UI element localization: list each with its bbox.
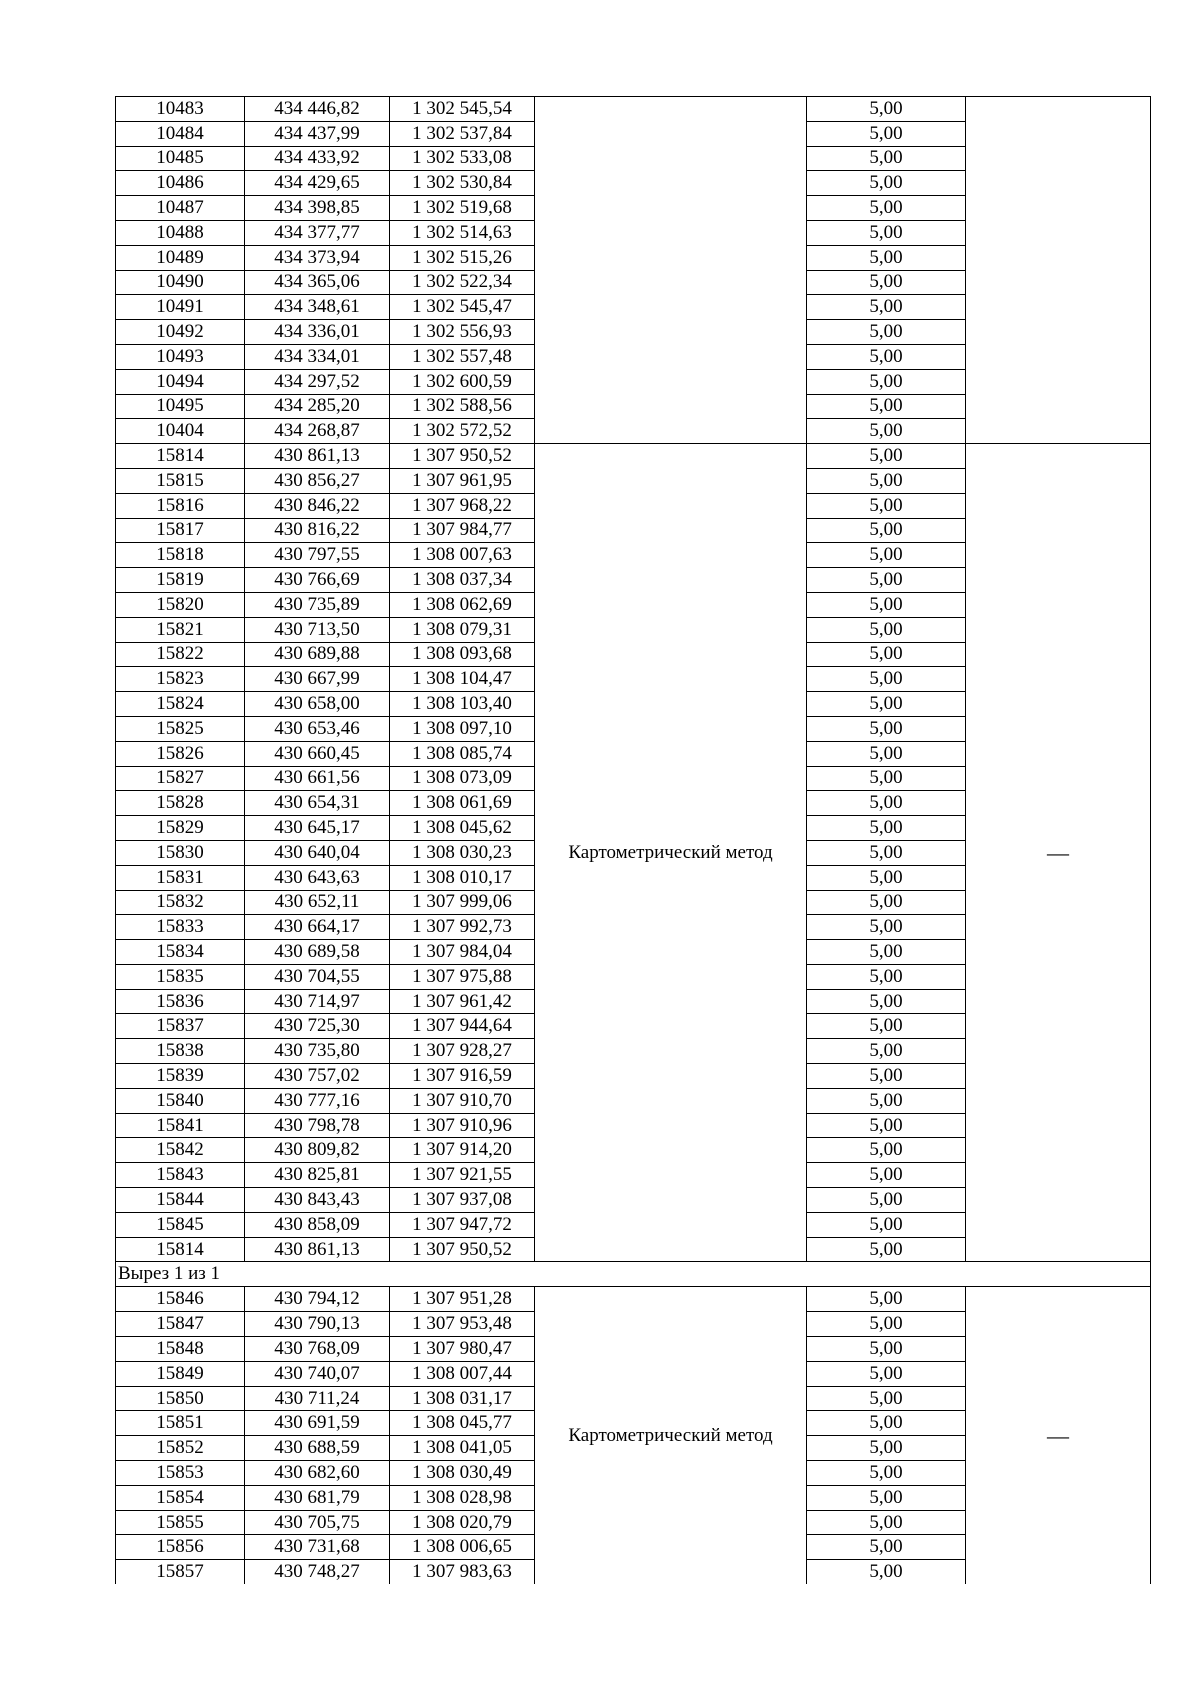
description-cell: —: [966, 444, 1151, 1262]
x-coordinate-cell: 434 398,85: [245, 196, 390, 221]
x-coordinate-cell: 430 653,46: [245, 716, 390, 741]
x-coordinate-cell: 434 334,01: [245, 344, 390, 369]
point-number-cell: 15857: [116, 1560, 245, 1584]
point-number-cell: 15828: [116, 791, 245, 816]
y-coordinate-cell: 1 307 950,52: [390, 444, 535, 469]
x-coordinate-cell: 430 705,75: [245, 1510, 390, 1535]
x-coordinate-cell: 430 664,17: [245, 915, 390, 940]
y-coordinate-cell: 1 308 097,10: [390, 716, 535, 741]
precision-cell: 5,00: [807, 394, 966, 419]
precision-cell: 5,00: [807, 1386, 966, 1411]
point-number-cell: 15825: [116, 716, 245, 741]
x-coordinate-cell: 434 268,87: [245, 419, 390, 444]
point-number-cell: 15815: [116, 468, 245, 493]
x-coordinate-cell: 430 731,68: [245, 1535, 390, 1560]
y-coordinate-cell: 1 308 041,05: [390, 1436, 535, 1461]
precision-cell: 5,00: [807, 245, 966, 270]
x-coordinate-cell: 430 816,22: [245, 518, 390, 543]
y-coordinate-cell: 1 302 600,59: [390, 369, 535, 394]
y-coordinate-cell: 1 302 545,54: [390, 97, 535, 122]
x-coordinate-cell: 430 643,63: [245, 865, 390, 890]
x-coordinate-cell: 434 433,92: [245, 146, 390, 171]
precision-cell: 5,00: [807, 989, 966, 1014]
x-coordinate-cell: 430 711,24: [245, 1386, 390, 1411]
x-coordinate-cell: 430 688,59: [245, 1436, 390, 1461]
precision-cell: 5,00: [807, 716, 966, 741]
y-coordinate-cell: 1 302 533,08: [390, 146, 535, 171]
point-number-cell: 10484: [116, 121, 245, 146]
x-coordinate-cell: 434 373,94: [245, 245, 390, 270]
point-number-cell: 15845: [116, 1212, 245, 1237]
x-coordinate-cell: 430 691,59: [245, 1411, 390, 1436]
x-coordinate-cell: 430 682,60: [245, 1461, 390, 1486]
y-coordinate-cell: 1 307 937,08: [390, 1188, 535, 1213]
x-coordinate-cell: 430 725,30: [245, 1014, 390, 1039]
point-number-cell: 10490: [116, 270, 245, 295]
point-number-cell: 15843: [116, 1163, 245, 1188]
y-coordinate-cell: 1 302 515,26: [390, 245, 535, 270]
precision-cell: 5,00: [807, 617, 966, 642]
precision-cell: 5,00: [807, 320, 966, 345]
section-title: Вырез 1 из 1: [116, 1262, 1151, 1287]
point-number-cell: 10494: [116, 369, 245, 394]
y-coordinate-cell: 1 307 984,77: [390, 518, 535, 543]
x-coordinate-cell: 430 748,27: [245, 1560, 390, 1584]
precision-cell: 5,00: [807, 568, 966, 593]
precision-cell: 5,00: [807, 1287, 966, 1312]
table-row: [116, 97, 1151, 122]
point-number-cell: 15818: [116, 543, 245, 568]
point-number-cell: 15827: [116, 766, 245, 791]
precision-cell: 5,00: [807, 146, 966, 171]
y-coordinate-cell: 1 308 007,63: [390, 543, 535, 568]
y-coordinate-cell: 1 307 928,27: [390, 1039, 535, 1064]
y-coordinate-cell: 1 307 947,72: [390, 1212, 535, 1237]
precision-cell: 5,00: [807, 543, 966, 568]
point-number-cell: 15837: [116, 1014, 245, 1039]
point-number-cell: 15824: [116, 692, 245, 717]
y-coordinate-cell: 1 302 537,84: [390, 121, 535, 146]
point-number-cell: 15822: [116, 642, 245, 667]
x-coordinate-cell: 434 285,20: [245, 394, 390, 419]
x-coordinate-cell: 430 856,27: [245, 468, 390, 493]
x-coordinate-cell: 430 766,69: [245, 568, 390, 593]
x-coordinate-cell: 430 797,55: [245, 543, 390, 568]
precision-cell: 5,00: [807, 121, 966, 146]
precision-cell: 5,00: [807, 1163, 966, 1188]
x-coordinate-cell: 434 377,77: [245, 220, 390, 245]
coordinates-table-body: [116, 97, 1151, 1585]
point-number-cell: 15848: [116, 1337, 245, 1362]
x-coordinate-cell: 430 660,45: [245, 741, 390, 766]
precision-cell: 5,00: [807, 816, 966, 841]
x-coordinate-cell: 430 658,00: [245, 692, 390, 717]
x-coordinate-cell: 434 437,99: [245, 121, 390, 146]
y-coordinate-cell: 1 302 556,93: [390, 320, 535, 345]
x-coordinate-cell: 434 297,52: [245, 369, 390, 394]
precision-cell: 5,00: [807, 444, 966, 469]
precision-cell: 5,00: [807, 1411, 966, 1436]
precision-cell: 5,00: [807, 1088, 966, 1113]
x-coordinate-cell: 430 714,97: [245, 989, 390, 1014]
y-coordinate-cell: 1 302 530,84: [390, 171, 535, 196]
x-coordinate-cell: 434 336,01: [245, 320, 390, 345]
point-number-cell: 15849: [116, 1361, 245, 1386]
precision-cell: 5,00: [807, 1560, 966, 1584]
precision-cell: 5,00: [807, 1064, 966, 1089]
y-coordinate-cell: 1 308 093,68: [390, 642, 535, 667]
x-coordinate-cell: 430 861,13: [245, 1237, 390, 1262]
precision-cell: 5,00: [807, 1312, 966, 1337]
precision-cell: 5,00: [807, 741, 966, 766]
precision-cell: 5,00: [807, 1138, 966, 1163]
y-coordinate-cell: 1 308 045,77: [390, 1411, 535, 1436]
y-coordinate-cell: 1 308 007,44: [390, 1361, 535, 1386]
point-number-cell: 10483: [116, 97, 245, 122]
method-cell: Картометрический метод: [535, 444, 807, 1262]
y-coordinate-cell: 1 308 031,17: [390, 1386, 535, 1411]
point-number-cell: 15853: [116, 1461, 245, 1486]
description-cell: —: [966, 1287, 1151, 1584]
point-number-cell: 15820: [116, 592, 245, 617]
y-coordinate-cell: 1 302 572,52: [390, 419, 535, 444]
y-coordinate-cell: 1 307 910,96: [390, 1113, 535, 1138]
precision-cell: 5,00: [807, 915, 966, 940]
precision-cell: 5,00: [807, 1461, 966, 1486]
point-number-cell: 15836: [116, 989, 245, 1014]
precision-cell: 5,00: [807, 171, 966, 196]
x-coordinate-cell: 430 843,43: [245, 1188, 390, 1213]
precision-cell: 5,00: [807, 344, 966, 369]
point-number-cell: 10491: [116, 295, 245, 320]
point-number-cell: 15850: [116, 1386, 245, 1411]
y-coordinate-cell: 1 308 028,98: [390, 1485, 535, 1510]
y-coordinate-cell: 1 302 522,34: [390, 270, 535, 295]
point-number-cell: 10489: [116, 245, 245, 270]
precision-cell: 5,00: [807, 840, 966, 865]
y-coordinate-cell: 1 307 916,59: [390, 1064, 535, 1089]
point-number-cell: 15854: [116, 1485, 245, 1510]
point-number-cell: 15839: [116, 1064, 245, 1089]
point-number-cell: 15829: [116, 816, 245, 841]
precision-cell: 5,00: [807, 592, 966, 617]
point-number-cell: 15847: [116, 1312, 245, 1337]
point-number-cell: 15842: [116, 1138, 245, 1163]
y-coordinate-cell: 1 308 006,65: [390, 1535, 535, 1560]
y-coordinate-cell: 1 308 085,74: [390, 741, 535, 766]
y-coordinate-cell: 1 302 588,56: [390, 394, 535, 419]
y-coordinate-cell: 1 308 104,47: [390, 667, 535, 692]
precision-cell: 5,00: [807, 766, 966, 791]
precision-cell: 5,00: [807, 890, 966, 915]
x-coordinate-cell: 430 704,55: [245, 964, 390, 989]
precision-cell: 5,00: [807, 1212, 966, 1237]
x-coordinate-cell: 434 365,06: [245, 270, 390, 295]
table-row: [116, 1287, 1151, 1312]
y-coordinate-cell: 1 308 045,62: [390, 816, 535, 841]
x-coordinate-cell: 430 640,04: [245, 840, 390, 865]
y-coordinate-cell: 1 307 999,06: [390, 890, 535, 915]
y-coordinate-cell: 1 307 953,48: [390, 1312, 535, 1337]
y-coordinate-cell: 1 307 992,73: [390, 915, 535, 940]
y-coordinate-cell: 1 307 910,70: [390, 1088, 535, 1113]
x-coordinate-cell: 430 652,11: [245, 890, 390, 915]
point-number-cell: 10495: [116, 394, 245, 419]
x-coordinate-cell: 430 794,12: [245, 1287, 390, 1312]
precision-cell: 5,00: [807, 940, 966, 965]
y-coordinate-cell: 1 307 975,88: [390, 964, 535, 989]
x-coordinate-cell: 430 681,79: [245, 1485, 390, 1510]
precision-cell: 5,00: [807, 642, 966, 667]
point-number-cell: 15830: [116, 840, 245, 865]
x-coordinate-cell: 430 798,78: [245, 1113, 390, 1138]
point-number-cell: 15841: [116, 1113, 245, 1138]
precision-cell: 5,00: [807, 1337, 966, 1362]
point-number-cell: 15855: [116, 1510, 245, 1535]
x-coordinate-cell: 430 713,50: [245, 617, 390, 642]
y-coordinate-cell: 1 308 020,79: [390, 1510, 535, 1535]
precision-cell: 5,00: [807, 1361, 966, 1386]
precision-cell: 5,00: [807, 692, 966, 717]
x-coordinate-cell: 434 348,61: [245, 295, 390, 320]
point-number-cell: 15814: [116, 1237, 245, 1262]
point-number-cell: 15833: [116, 915, 245, 940]
description-cell: [966, 97, 1151, 444]
precision-cell: 5,00: [807, 1436, 966, 1461]
y-coordinate-cell: 1 308 030,49: [390, 1461, 535, 1486]
x-coordinate-cell: 434 429,65: [245, 171, 390, 196]
point-number-cell: 15814: [116, 444, 245, 469]
point-number-cell: 15819: [116, 568, 245, 593]
x-coordinate-cell: 430 858,09: [245, 1212, 390, 1237]
x-coordinate-cell: 430 777,16: [245, 1088, 390, 1113]
precision-cell: 5,00: [807, 1510, 966, 1535]
precision-cell: 5,00: [807, 220, 966, 245]
x-coordinate-cell: 430 740,07: [245, 1361, 390, 1386]
y-coordinate-cell: 1 307 984,04: [390, 940, 535, 965]
x-coordinate-cell: 430 654,31: [245, 791, 390, 816]
method-cell: Картометрический метод: [535, 1287, 807, 1584]
y-coordinate-cell: 1 308 103,40: [390, 692, 535, 717]
y-coordinate-cell: 1 307 961,42: [390, 989, 535, 1014]
precision-cell: 5,00: [807, 667, 966, 692]
y-coordinate-cell: 1 308 079,31: [390, 617, 535, 642]
x-coordinate-cell: 430 735,89: [245, 592, 390, 617]
precision-cell: 5,00: [807, 964, 966, 989]
point-number-cell: 15834: [116, 940, 245, 965]
point-number-cell: 10485: [116, 146, 245, 171]
x-coordinate-cell: 430 809,82: [245, 1138, 390, 1163]
point-number-cell: 15817: [116, 518, 245, 543]
precision-cell: 5,00: [807, 1014, 966, 1039]
precision-cell: 5,00: [807, 369, 966, 394]
y-coordinate-cell: 1 307 968,22: [390, 493, 535, 518]
x-coordinate-cell: 430 661,56: [245, 766, 390, 791]
x-coordinate-cell: 434 446,82: [245, 97, 390, 122]
y-coordinate-cell: 1 307 980,47: [390, 1337, 535, 1362]
x-coordinate-cell: 430 645,17: [245, 816, 390, 841]
precision-cell: 5,00: [807, 1188, 966, 1213]
point-number-cell: 15840: [116, 1088, 245, 1113]
precision-cell: 5,00: [807, 196, 966, 221]
y-coordinate-cell: 1 302 545,47: [390, 295, 535, 320]
y-coordinate-cell: 1 308 037,34: [390, 568, 535, 593]
precision-cell: 5,00: [807, 295, 966, 320]
point-number-cell: 10404: [116, 419, 245, 444]
precision-cell: 5,00: [807, 518, 966, 543]
x-coordinate-cell: 430 790,13: [245, 1312, 390, 1337]
precision-cell: 5,00: [807, 791, 966, 816]
point-number-cell: 15846: [116, 1287, 245, 1312]
y-coordinate-cell: 1 307 944,64: [390, 1014, 535, 1039]
y-coordinate-cell: 1 307 921,55: [390, 1163, 535, 1188]
x-coordinate-cell: 430 825,81: [245, 1163, 390, 1188]
precision-cell: 5,00: [807, 1535, 966, 1560]
precision-cell: 5,00: [807, 419, 966, 444]
point-number-cell: 10493: [116, 344, 245, 369]
section-row: [116, 1262, 1151, 1287]
point-number-cell: 15856: [116, 1535, 245, 1560]
y-coordinate-cell: 1 308 073,09: [390, 766, 535, 791]
point-number-cell: 15823: [116, 667, 245, 692]
point-number-cell: 15835: [116, 964, 245, 989]
precision-cell: 5,00: [807, 493, 966, 518]
x-coordinate-cell: 430 861,13: [245, 444, 390, 469]
point-number-cell: 15816: [116, 493, 245, 518]
y-coordinate-cell: 1 307 983,63: [390, 1560, 535, 1584]
x-coordinate-cell: 430 689,58: [245, 940, 390, 965]
method-cell: [535, 97, 807, 444]
y-coordinate-cell: 1 307 951,28: [390, 1287, 535, 1312]
y-coordinate-cell: 1 307 950,52: [390, 1237, 535, 1262]
y-coordinate-cell: 1 308 030,23: [390, 840, 535, 865]
y-coordinate-cell: 1 302 557,48: [390, 344, 535, 369]
x-coordinate-cell: 430 846,22: [245, 493, 390, 518]
x-coordinate-cell: 430 757,02: [245, 1064, 390, 1089]
point-number-cell: 10487: [116, 196, 245, 221]
x-coordinate-cell: 430 689,88: [245, 642, 390, 667]
y-coordinate-cell: 1 308 062,69: [390, 592, 535, 617]
coordinates-table: [115, 96, 1151, 1584]
precision-cell: 5,00: [807, 468, 966, 493]
x-coordinate-cell: 430 768,09: [245, 1337, 390, 1362]
point-number-cell: 15851: [116, 1411, 245, 1436]
point-number-cell: 15826: [116, 741, 245, 766]
point-number-cell: 10486: [116, 171, 245, 196]
point-number-cell: 10488: [116, 220, 245, 245]
precision-cell: 5,00: [807, 1485, 966, 1510]
y-coordinate-cell: 1 302 519,68: [390, 196, 535, 221]
table-row: [116, 444, 1151, 469]
precision-cell: 5,00: [807, 1237, 966, 1262]
precision-cell: 5,00: [807, 1113, 966, 1138]
point-number-cell: 15831: [116, 865, 245, 890]
x-coordinate-cell: 430 735,80: [245, 1039, 390, 1064]
precision-cell: 5,00: [807, 97, 966, 122]
y-coordinate-cell: 1 307 914,20: [390, 1138, 535, 1163]
y-coordinate-cell: 1 307 961,95: [390, 468, 535, 493]
point-number-cell: 15852: [116, 1436, 245, 1461]
point-number-cell: 15838: [116, 1039, 245, 1064]
point-number-cell: 15844: [116, 1188, 245, 1213]
point-number-cell: 10492: [116, 320, 245, 345]
precision-cell: 5,00: [807, 1039, 966, 1064]
y-coordinate-cell: 1 302 514,63: [390, 220, 535, 245]
point-number-cell: 15821: [116, 617, 245, 642]
y-coordinate-cell: 1 308 061,69: [390, 791, 535, 816]
coordinates-table-page: [115, 96, 1150, 1584]
x-coordinate-cell: 430 667,99: [245, 667, 390, 692]
point-number-cell: 15832: [116, 890, 245, 915]
precision-cell: 5,00: [807, 270, 966, 295]
precision-cell: 5,00: [807, 865, 966, 890]
y-coordinate-cell: 1 308 010,17: [390, 865, 535, 890]
